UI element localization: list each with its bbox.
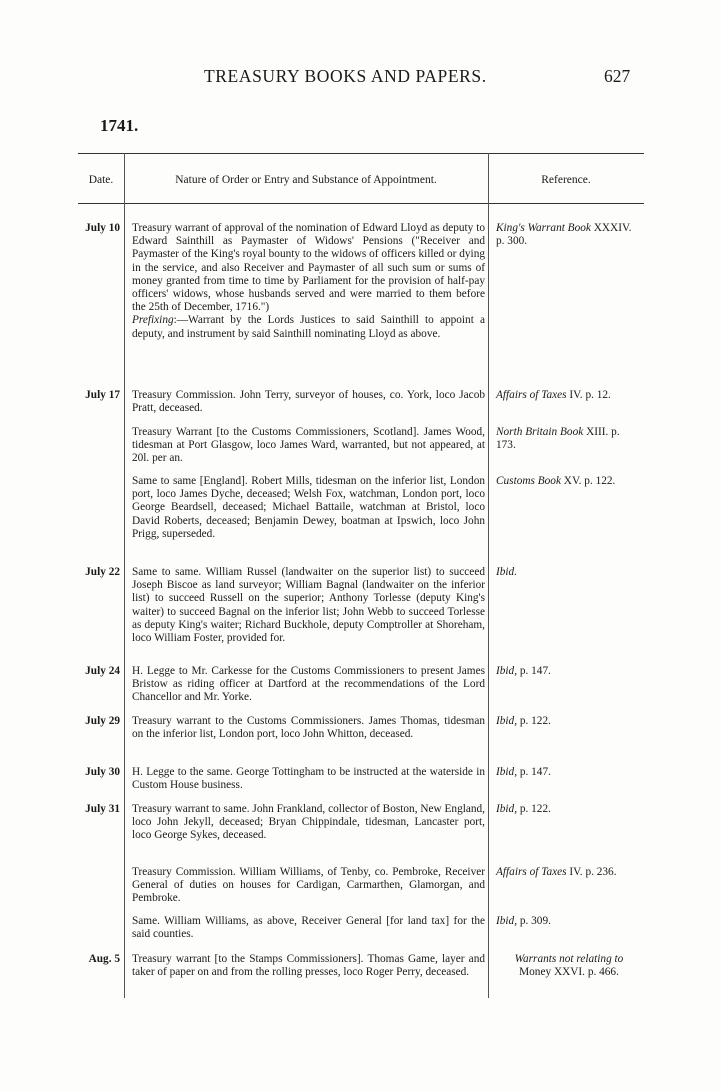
entry-text: Treasury Commission. William Williams, of Tenby, co. Pembroke, Receiver General of duties on houses for Cardigan, Carmarthen, Glamorgan, and Pembroke. xyxy=(132,866,485,905)
header-bottom-rule xyxy=(78,203,644,204)
column-divider-right xyxy=(488,153,489,998)
entry-date: July 22 xyxy=(85,566,120,578)
entry-reference: Affairs of Taxes IV. p. 12. xyxy=(496,389,611,401)
entry-text: H. Legge to the same. George Tottingham to be instructed at the waterside in Custom House business. xyxy=(132,766,485,792)
entry-date: July 17 xyxy=(85,389,120,401)
entry-reference: Ibid, p. 309. xyxy=(496,915,551,927)
entry-reference: Ibid, p. 122. xyxy=(496,803,551,815)
prefix-text: :—Warrant by the Lords Justices to said Sainthill to appoint a deputy, and instrument by said Sainthill nominating Lloyd as above. xyxy=(132,314,485,340)
column-header-reference: Reference. xyxy=(541,174,591,186)
entry-text: Treasury Commission. John Terry, surveyor of houses, co. York, loco Jacob Pratt, deceased. xyxy=(132,389,485,415)
entry-reference: Ibid. xyxy=(496,566,518,578)
entry-text: Same to same. William Russel (landwaiter on the superior list) to succeed Joseph Biscoe as land surveyor; William Bagnal (landwaiter on the inferior list) to succeed Russell on the superior; Anthony Torlesse (deputy King's waiter) to succeed Bagnal on the inferior list; John Webb to succeed Torlesse as deputy King's waiter; Richard Buckhole, deputy Comptroller at Shoreham, loco William Foster, provided for. xyxy=(132,566,485,645)
entry-paragraph: Treasury warrant of approval of the nomination of Edward Lloyd as deputy to Edward Sainthill as Paymaster of Widows' Pensions ("Receiver and Paymaster of the King's royal bounty to the widows of officers killed or dying in the service, and also Receiver and Paymaster of all such sum or sums of money granted from time to time by Parliament for the provision of half-pay officers' widows, whose husbands served and were married to them before the 25th of December, 1716.") xyxy=(132,222,485,314)
entry-text: Same to same [England]. Robert Mills, tidesman on the inferior list, London port, loco James Dyche, deceased; Welsh Fox, watchman, London port, loco George Beardsell, deceased; Michael Battaile, watchman at Bristol, loco David Roberts, deceased; Benjamin Dewey, boatman at Ipswich, loco John Prigg, superseded. xyxy=(132,475,485,540)
table-top-rule xyxy=(78,153,644,154)
entry-reference: Customs Book XV. p. 122. xyxy=(496,475,616,487)
page-title: TREASURY BOOKS AND PAPERS. xyxy=(204,66,487,86)
entry-reference: Ibid, p. 122. xyxy=(496,715,551,727)
entry-reference: Ibid, p. 147. xyxy=(496,766,551,778)
entry-date: July 30 xyxy=(85,766,120,778)
entry-date: Aug. 5 xyxy=(88,953,120,965)
entry-date: July 24 xyxy=(85,665,120,677)
entry-text: Treasury warrant to the Customs Commissioners. James Thomas, tidesman on the inferior list, London port, loco John Whitton, deceased. xyxy=(132,715,485,741)
year-heading: 1741. xyxy=(100,116,139,135)
entry-text: Treasury warrant to same. John Frankland, collector of Boston, New England, loco John Jekyll, deceased; Bryan Chippindale, tidesman, Lancaster port, loco George Sykes, deceased. xyxy=(132,803,485,842)
entry-text xyxy=(132,222,485,341)
entry-reference: King's Warrant Book XXXIV. p. 300. xyxy=(496,222,632,248)
entry-reference: Ibid, p. 147. xyxy=(496,665,551,677)
running-head xyxy=(0,66,721,90)
entry-text: H. Legge to Mr. Carkesse for the Customs Commissioners to present James Bristow as riding officer at Dartford at the recommendations of the Lord Chancellor and Mr. Yorke. xyxy=(132,665,485,704)
column-divider-left xyxy=(124,153,125,998)
prefix-label: Prefixing xyxy=(132,314,174,327)
entry-prefix xyxy=(132,314,485,340)
entry-text: Treasury warrant [to the Stamps Commissioners]. Thomas Game, layer and taker of paper on and from the rolling presses, loco Roger Perry, deceased. xyxy=(132,953,485,979)
column-header-nature: Nature of Order or Entry and Substance of Appointment. xyxy=(175,174,437,186)
entry-date: July 10 xyxy=(85,222,120,234)
column-header-date: Date. xyxy=(88,174,114,186)
page-number: 627 xyxy=(604,66,631,86)
entry-reference: Affairs of Taxes IV. p. 236. xyxy=(496,866,617,878)
entry-text: Same. William Williams, as above, Receiver General [for land tax] for the said counties. xyxy=(132,915,485,941)
entry-text: Treasury Warrant [to the Customs Commissioners, Scotland]. James Wood, tidesman at Port Glasgow, loco James Ward, warranted, but not appeared, at 20l. per an. xyxy=(132,426,485,465)
entry-date: July 31 xyxy=(85,803,120,815)
entry-reference: North Britain Book XIII. p. 173. xyxy=(496,426,620,452)
entry-reference: Warrants not relating to Money XXVI. p. 466. xyxy=(514,953,624,979)
entry-date: July 29 xyxy=(85,715,120,727)
